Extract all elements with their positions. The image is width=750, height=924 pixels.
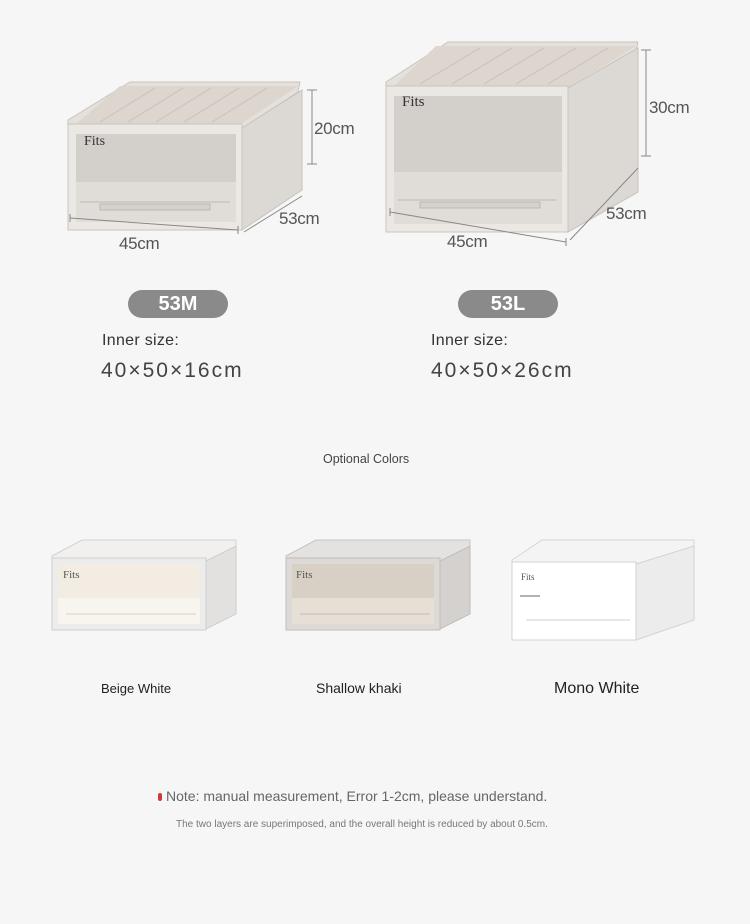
brand-logo-53m: Fits: [84, 134, 106, 149]
note-marker-icon: [158, 793, 162, 801]
dimension-lines-53m: [60, 72, 370, 262]
drawer-mono-white: [506, 536, 706, 646]
width-label-53l: 45cm: [447, 232, 488, 251]
color-label-beige-white: Beige White: [101, 681, 172, 696]
stacking-subnote: The two layers are superimposed, and the overall height is reduced by about 0.5cm.: [176, 819, 548, 830]
optional-colors-heading: Optional Colors: [323, 452, 410, 466]
brand-logo-beige: Fits: [63, 569, 80, 581]
inner-size-value-53l: 40×50×26cm: [431, 359, 574, 382]
height-label-53m: 20cm: [314, 119, 355, 138]
size-badge-53m: 53M: [128, 290, 228, 318]
depth-label-53m: 53cm: [279, 209, 320, 228]
brand-logo-khaki: Fits: [296, 569, 313, 581]
brand-logo-mono: Fits: [521, 572, 535, 582]
measurement-note: [158, 788, 547, 804]
size-badge-53l: 53L: [458, 290, 558, 318]
drawer-beige-white: [46, 536, 246, 636]
color-label-mono-white: Mono White: [554, 680, 640, 697]
inner-size-value-53m: 40×50×16cm: [101, 359, 244, 382]
depth-label-53l: 53cm: [606, 204, 647, 223]
color-label-shallow-khaki: Shallow khaki: [316, 680, 402, 696]
brand-logo-53l: Fits: [402, 94, 425, 110]
inner-size-label-53l: Inner size:: [431, 332, 509, 349]
height-label-53l: 30cm: [649, 98, 690, 117]
width-label-53m: 45cm: [119, 234, 160, 253]
note-text: Note: manual measurement, Error 1-2cm, please understand.: [166, 788, 548, 804]
inner-size-label-53m: Inner size:: [102, 332, 180, 349]
drawer-shallow-khaki: [280, 536, 480, 636]
